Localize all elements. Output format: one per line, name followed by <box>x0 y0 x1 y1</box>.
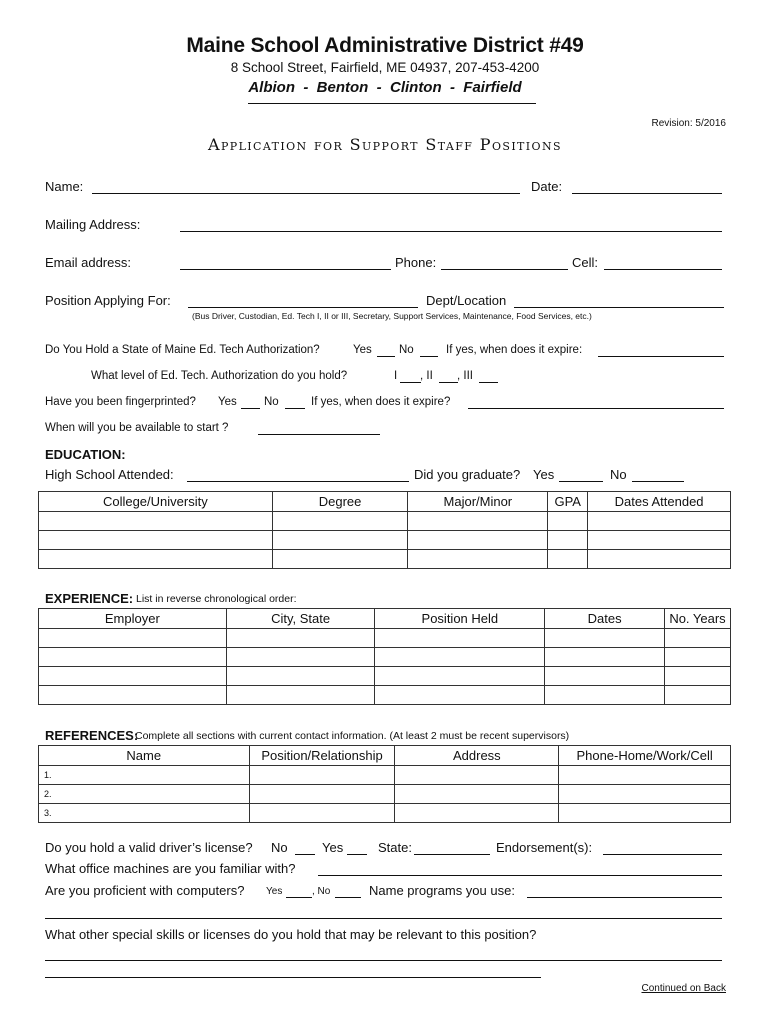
programs-continuation-field[interactable] <box>45 918 722 919</box>
mailing-label: Mailing Address: <box>45 217 141 232</box>
start-question: When will you be available to start ? <box>45 422 229 434</box>
fingerprint-expire-field[interactable] <box>468 408 724 409</box>
endorsement-field[interactable] <box>603 854 722 855</box>
district-title: Maine School Administrative District #49 <box>186 34 584 57</box>
dept-field[interactable] <box>514 307 724 308</box>
level-iii-field[interactable] <box>479 382 498 383</box>
computers-no-field[interactable] <box>335 897 361 898</box>
cell-field[interactable] <box>604 269 722 270</box>
col-college: College/University <box>39 492 273 512</box>
mailing-field[interactable] <box>180 231 722 232</box>
graduate-question: Did you graduate? <box>414 467 521 482</box>
towns-underline <box>248 103 536 104</box>
skills-field-line-1[interactable] <box>45 960 722 961</box>
level-i-label: I <box>394 370 398 382</box>
phone-label: Phone: <box>395 255 437 270</box>
email-field[interactable] <box>180 269 391 270</box>
position-field[interactable] <box>188 307 418 308</box>
license-no-label: No <box>271 840 288 855</box>
fingerprint-yes-label: Yes <box>218 396 237 408</box>
references-note: Complete all sections with current contact information. (At least 2 must be recent supervisors) <box>135 730 570 742</box>
education-heading: EDUCATION: <box>45 447 126 462</box>
edtech-expire-field[interactable] <box>598 356 724 357</box>
col-ref-position: Position/Relationship <box>249 746 395 766</box>
high-school-field[interactable] <box>187 481 409 482</box>
district-address: 8 School Street, Fairfield, ME 04937, 207-453-4200 <box>230 60 540 75</box>
dept-label: Dept/Location <box>426 293 507 308</box>
endorsement-label: Endorsement(s): <box>496 840 593 855</box>
table-row <box>39 686 731 705</box>
computers-yes-field[interactable] <box>286 897 312 898</box>
col-gpa: GPA <box>548 492 588 512</box>
fingerprint-expire-label: If yes, when does it expire? <box>311 396 451 408</box>
level-ii-field[interactable] <box>439 382 458 383</box>
edtech-no-label: No <box>399 344 414 356</box>
edtech-level-question: What level of Ed. Tech. Authorization do you hold? <box>91 370 348 382</box>
ref-row-number: 3. <box>39 804 250 823</box>
fingerprint-no-label: No <box>264 396 279 408</box>
license-yes-field[interactable] <box>347 854 367 855</box>
date-field[interactable] <box>572 193 722 194</box>
cell-label: Cell: <box>572 255 599 270</box>
table-row <box>39 550 731 569</box>
computers-yes-label: Yes <box>266 886 283 897</box>
col-position-held: Position Held <box>375 609 545 629</box>
graduate-no-label: No <box>610 467 627 482</box>
col-no-years: No. Years <box>665 609 731 629</box>
start-field[interactable] <box>258 434 380 435</box>
machines-field[interactable] <box>318 875 722 876</box>
col-ref-address: Address <box>395 746 559 766</box>
name-label: Name: <box>45 179 84 194</box>
license-question: Do you hold a valid driver’s license? <box>45 840 253 855</box>
programs-label: Name programs you use: <box>369 883 515 898</box>
skills-question: What other special skills or licenses do you hold that may be relevant to this position? <box>45 927 537 942</box>
computers-no-label: , No <box>312 886 331 897</box>
col-degree: Degree <box>272 492 408 512</box>
table-row <box>39 512 731 531</box>
phone-field[interactable] <box>441 269 568 270</box>
graduate-yes-field[interactable] <box>559 481 603 482</box>
col-dates: Dates <box>545 609 665 629</box>
table-row <box>39 648 731 667</box>
col-ref-phone: Phone-Home/Work/Cell <box>559 746 731 766</box>
ref-row-number: 1. <box>39 766 250 785</box>
skills-field-line-2[interactable] <box>45 977 541 978</box>
table-row <box>39 531 731 550</box>
license-no-field[interactable] <box>295 854 315 855</box>
high-school-label: High School Attended: <box>45 467 174 482</box>
state-label: State: <box>378 840 412 855</box>
continued-on-back-link: Continued on Back <box>641 983 726 994</box>
table-row <box>39 766 731 785</box>
experience-heading: EXPERIENCE: <box>45 591 134 606</box>
position-hint: (Bus Driver, Custodian, Ed. Tech I, II or III, Secretary, Support Services, Maintenance, Food Services, etc.) <box>192 311 592 321</box>
graduate-yes-label: Yes <box>533 467 555 482</box>
position-label: Position Applying For: <box>45 293 171 308</box>
email-label: Email address: <box>45 255 131 270</box>
fingerprint-yes-field[interactable] <box>241 408 260 409</box>
name-field[interactable] <box>92 193 520 194</box>
district-towns: Albion - Benton - Clinton - Fairfield <box>248 79 522 96</box>
ref-row-number: 2. <box>39 785 250 804</box>
level-i-field[interactable] <box>400 382 421 383</box>
license-yes-label: Yes <box>322 840 344 855</box>
edtech-expire-label: If yes, when does it expire: <box>446 344 583 356</box>
table-row <box>39 667 731 686</box>
edtech-question: Do You Hold a State of Maine Ed. Tech Authorization? <box>45 344 320 356</box>
table-row <box>39 804 731 823</box>
experience-table <box>38 608 731 705</box>
state-field[interactable] <box>414 854 490 855</box>
fingerprint-question: Have you been fingerprinted? <box>45 396 196 408</box>
programs-field[interactable] <box>527 897 722 898</box>
date-label: Date: <box>531 179 563 194</box>
edtech-yes-field[interactable] <box>377 356 395 357</box>
col-ref-name: Name <box>39 746 250 766</box>
form-title: Application for Support Staff Positions <box>208 135 562 154</box>
graduate-no-field[interactable] <box>632 481 684 482</box>
machines-question: What office machines are you familiar with? <box>45 861 296 876</box>
level-iii-label: , III <box>457 370 473 382</box>
experience-note: List in reverse chronological order: <box>136 593 297 605</box>
col-dates-attended: Dates Attended <box>588 492 731 512</box>
edtech-no-field[interactable] <box>420 356 438 357</box>
references-heading: REFERENCES: <box>45 728 139 743</box>
revision-label: Revision: 5/2016 <box>651 118 726 129</box>
col-major: Major/Minor <box>408 492 548 512</box>
level-ii-label: , II <box>420 370 433 382</box>
table-row <box>39 785 731 804</box>
college-table <box>38 491 731 569</box>
references-table <box>38 745 731 823</box>
computers-question: Are you proficient with computers? <box>45 883 245 898</box>
edtech-yes-label: Yes <box>353 344 372 356</box>
col-employer: Employer <box>39 609 227 629</box>
fingerprint-no-field[interactable] <box>285 408 305 409</box>
col-city-state: City, State <box>226 609 375 629</box>
table-row <box>39 629 731 648</box>
